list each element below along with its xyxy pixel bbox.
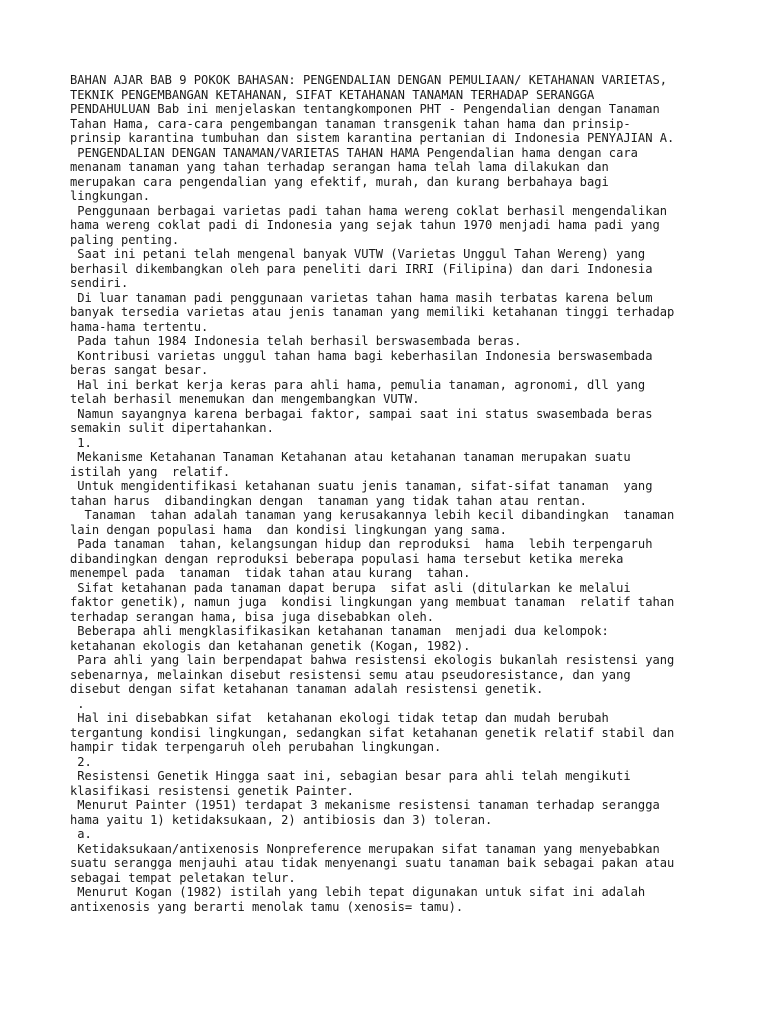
text-line: suatu serangga menjauhi atau tidak menyenangi suatu tanaman baik sebagai pakan atau — [70, 856, 675, 870]
text-line: ketahanan ekologis dan ketahanan genetik (Kogan, 1982). — [70, 638, 471, 653]
text-line: sendiri. — [70, 276, 129, 290]
text-line: 2. — [70, 754, 92, 769]
text-line: menanam tanaman yang tahan terhadap serangan hama telah lama dilakukan dan — [70, 160, 609, 174]
text-line: Tahan Hama, cara-cara pengembangan tanaman transgenik tahan hama dan prinsip- — [70, 116, 631, 131]
text-line: PENDAHULUAN Bab ini menjelaskan tentangkomponen PHT - Pengendalian dengan Tanaman — [70, 102, 660, 116]
text-line: Saat ini petani telah mengenal banyak VUTW (Varietas Unggul Tahan Wereng) yang — [70, 247, 646, 261]
text-line: antixenosis yang berarti menolak tamu (xenosis= tamu). — [70, 899, 464, 914]
text-line: telah berhasil menemukan dan mengembangkan VUTW. — [70, 392, 420, 406]
text-line: Hal ini disebabkan sifat ketahanan ekologi tidak tetap dan mudah berubah — [70, 711, 609, 725]
text-line: Para ahli yang lain berpendapat bahwa resistensi ekologis bukanlah resistensi yang — [70, 653, 675, 667]
text-line: Penggunaan berbagai varietas padi tahan hama wereng coklat berhasil mengendalikan — [70, 203, 668, 218]
text-line: Kontribusi varietas unggul tahan hama bagi keberhasilan Indonesia berswasembada — [70, 348, 653, 363]
text-line: hama wereng coklat padi di Indonesia yang sejak tahun 1970 menjadi hama padi yang — [70, 218, 660, 232]
document-page — [70, 73, 710, 914]
text-line: berhasil dikembangkan oleh para peneliti dari IRRI (Filipina) dan dari Indonesia — [70, 261, 653, 276]
text-line: TEKNIK PENGEMBANGAN KETAHANAN, SIFAT KETAHANAN TANAMAN TERHADAP SERANGGA — [70, 87, 595, 102]
text-line: hama-hama tertentu. — [70, 319, 209, 334]
text-line: Tanaman tahan adalah tanaman yang kerusakannya lebih kecil dibandingkan tanaman — [70, 508, 675, 522]
text-line: klasifikasi resistensi genetik Painter. — [70, 783, 354, 798]
text-line: merupakan cara pengendalian yang efektif, murah, dan kurang berbahaya bagi — [70, 174, 609, 189]
text-line: paling penting. — [70, 232, 180, 247]
text-line: Namun sayangnya karena berbagai faktor, sampai saat ini status swasembada beras — [70, 406, 653, 421]
text-line: sebenarnya, melainkan disebut resistensi semu atau pseudoresistance, dan yang — [70, 667, 631, 682]
text-line: hama yaitu 1) ketidaksukaan, 2) antibiosis dan 3) toleran. — [70, 812, 493, 827]
text-line: 1. — [70, 435, 92, 450]
text-line: lingkungan. — [70, 189, 151, 203]
text-line: Di luar tanaman padi penggunaan varietas tahan hama masih terbatas karena belum — [70, 290, 653, 305]
text-line: Menurut Kogan (1982) istilah yang lebih tepat digunakan untuk sifat ini adalah — [70, 885, 646, 899]
text-line: tahan harus dibandingkan dengan tanaman yang tidak tahan atau rentan. — [70, 493, 587, 508]
text-line: Hal ini berkat kerja keras para ahli hama, pemulia tanaman, agronomi, dll yang — [70, 377, 646, 392]
text-line: faktor genetik), namun juga kondisi lingkungan yang membuat tanaman relatif tahan — [70, 595, 675, 609]
text-line: terhadap serangan hama, bisa juga disebabkan oleh. — [70, 609, 435, 624]
text-line: istilah yang relatif. — [70, 464, 231, 479]
text-line: hampir tidak terpengaruh oleh perubahan lingkungan. — [70, 740, 442, 754]
text-line: menempel pada tanaman tidak tahan atau kurang tahan. — [70, 566, 471, 580]
text-line: Pada tanaman tahan, kelangsungan hidup dan reproduksi hama lebih terpengaruh — [70, 537, 653, 551]
text-line: . — [70, 696, 85, 711]
text-line: Untuk mengidentifikasi ketahanan suatu jenis tanaman, sifat-sifat tanaman yang — [70, 479, 653, 493]
text-line: PENGENDALIAN DENGAN TANAMAN/VARIETAS TAHAN HAMA Pengendalian hama dengan cara — [70, 145, 638, 160]
text-line: beras sangat besar. — [70, 363, 209, 377]
text-line: Menurut Painter (1951) terdapat 3 mekanisme resistensi tanaman terhadap serangga — [70, 798, 660, 812]
text-line: Beberapa ahli mengklasifikasikan ketahanan tanaman menjadi dua kelompok: — [70, 624, 609, 638]
text-line: sebagai tempat peletakan telur. — [70, 870, 296, 885]
text-line: lain dengan populasi hama dan kondisi lingkungan yang sama. — [70, 522, 507, 537]
text-line: Ketidaksukaan/antixenosis Nonpreference merupakan sifat tanaman yang menyebabkan — [70, 841, 660, 856]
text-line: Mekanisme Ketahanan Tanaman Ketahanan atau ketahanan tanaman merupakan suatu — [70, 450, 631, 464]
text-line: BAHAN AJAR BAB 9 POKOK BAHASAN: PENGENDALIAN DENGAN PEMULIAAN/ KETAHANAN VARIETAS, — [70, 73, 668, 87]
text-line: semakin sulit dipertahankan. — [70, 421, 274, 435]
text-line: prinsip karantina tumbuhan dan sistem karantina pertanian di Indonesia PENYAJIAN A. — [70, 131, 675, 145]
text-line: tergantung kondisi lingkungan, sedangkan sifat ketahanan genetik relatif stabil dan — [70, 725, 675, 740]
text-line: Sifat ketahanan pada tanaman dapat berupa sifat asli (ditularkan ke melalui — [70, 580, 631, 595]
text-line: Resistensi Genetik Hingga saat ini, sebagian besar para ahli telah mengikuti — [70, 769, 631, 783]
text-line: dibandingkan dengan reproduksi beberapa populasi hama tersebut ketika mereka — [70, 551, 624, 566]
text-line: banyak tersedia varietas atau jenis tanaman yang memiliki ketahanan tinggi terhadap — [70, 305, 675, 319]
text-line: a. — [70, 827, 92, 841]
text-line: disebut dengan sifat ketahanan tanaman adalah resistensi genetik. — [70, 682, 544, 696]
text-line: Pada tahun 1984 Indonesia telah berhasil berswasembada beras. — [70, 334, 522, 348]
